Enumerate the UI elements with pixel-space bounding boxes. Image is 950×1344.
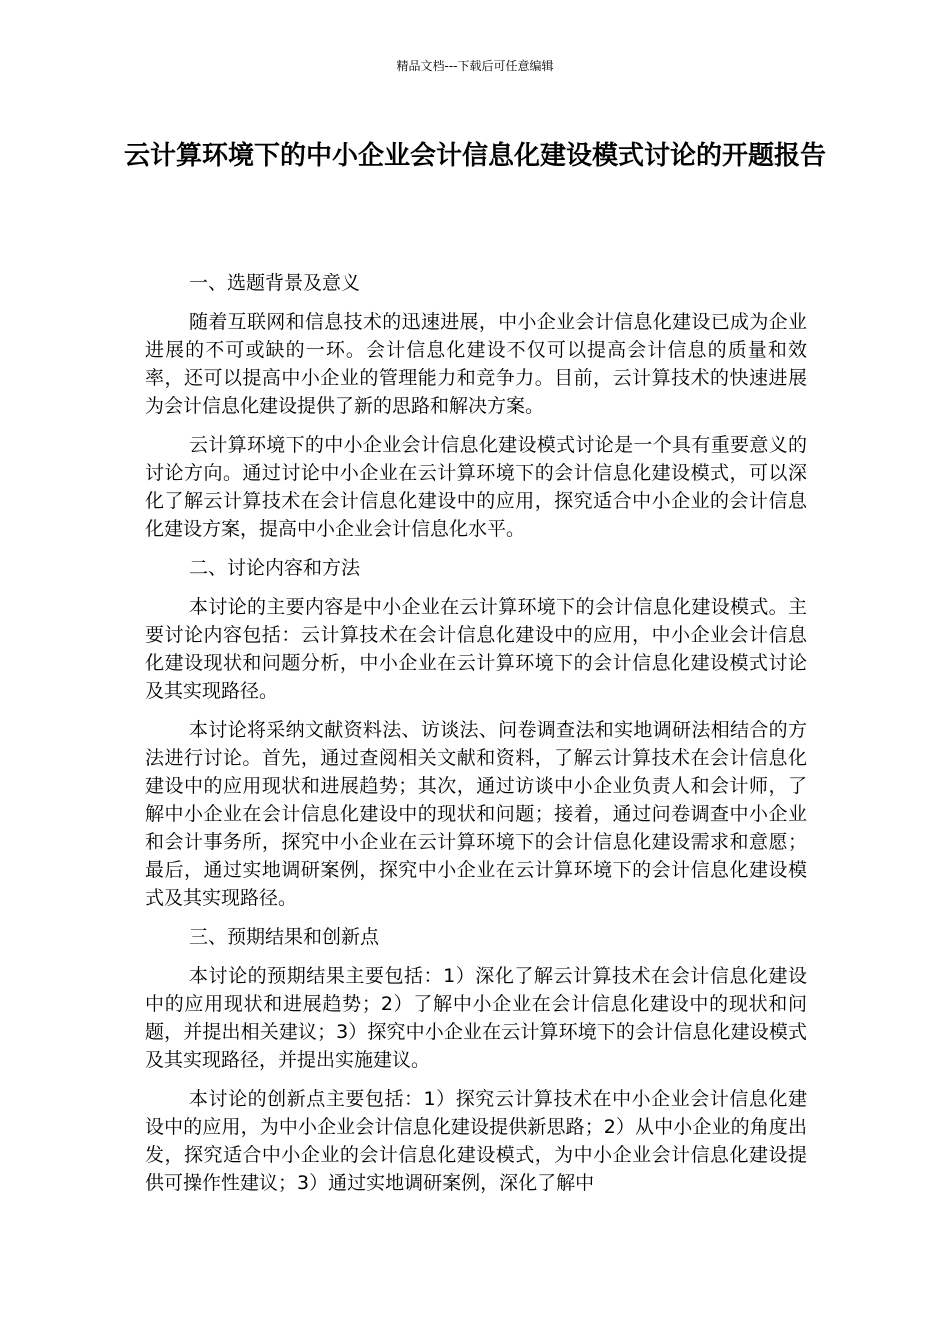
body-paragraph: 本讨论的主要内容是中小企业在云计算环境下的会计信息化建设模式。主要讨论内容包括：云计算技术在会计信息化建设中的应用，中小企业会计信息化建设现状和问题分析，中小企业在云计算环境下的会计信息化建设模式讨论及其实现路径。 xyxy=(145,596,807,702)
section-results-innovations xyxy=(145,923,807,1197)
section-heading: 三、预期结果和创新点 xyxy=(189,926,380,948)
section-heading: 二、讨论内容和方法 xyxy=(189,557,361,579)
section-heading: 一、选题背景及意义 xyxy=(189,272,361,294)
body-paragraph: 本讨论将采纳文献资料法、访谈法、问卷调查法和实地调研法相结合的方法进行讨论。首先，通过查阅相关文献和资料，了解云计算技术在会计信息化建设中的应用现状和进展趋势；其次，通过访谈中小企业负责人和会计师，了解中小企业在会计信息化建设中的现状和问题；接着，通过问卷调查中小企业和会计事务所，探究中小企业在云计算环境下的会计信息化建设需求和意愿；最后，通过实地调研案例，探究中小企业在云计算环境下的会计信息化建设模式及其实现路径。 xyxy=(145,719,807,909)
body-paragraph: 本讨论的预期结果主要包括：1）深化了解云计算技术在会计信息化建设中的应用现状和进展趋势；2）了解中小企业在会计信息化建设中的现状和问题，并提出相关建议；3）探究中小企业在云计算环境下的会计信息化建设模式及其实现路径，并提出实施建议。 xyxy=(145,965,807,1071)
document-body xyxy=(145,269,807,1208)
header-note: 精品文档---下载后可任意编辑 xyxy=(396,59,554,73)
body-paragraph: 本讨论的创新点主要包括：1）探究云计算技术在中小企业会计信息化建设中的应用，为中小企业会计信息化建设提供新思路；2）从中小企业的角度出发，探究适合中小企业的会计信息化建设模式，为中小企业会计信息化建设提供可操作性建议；3）通过实地调研案例，深化了解中 xyxy=(145,1088,807,1194)
body-paragraph: 云计算环境下的中小企业会计信息化建设模式讨论是一个具有重要意义的讨论方向。通过讨论中小企业在云计算环境下的会计信息化建设模式，可以深化了解云计算技术在会计信息化建设中的应用，探究适合中小企业的会计信息化建设方案，提高中小企业会计信息化水平。 xyxy=(145,434,807,540)
body-paragraph: 随着互联网和信息技术的迅速进展，中小企业会计信息化建设已成为企业进展的不可或缺的一环。会计信息化建设不仅可以提高会计信息的质量和效率，还可以提高中小企业的管理能力和竞争力。目前，云计算技术的快速进展为会计信息化建设提供了新的思路和解决方案。 xyxy=(145,311,807,417)
section-background xyxy=(145,269,807,543)
section-content-methods xyxy=(145,554,807,912)
document-title: 云计算环境下的中小企业会计信息化建设模式讨论的开题报告 xyxy=(123,141,826,171)
